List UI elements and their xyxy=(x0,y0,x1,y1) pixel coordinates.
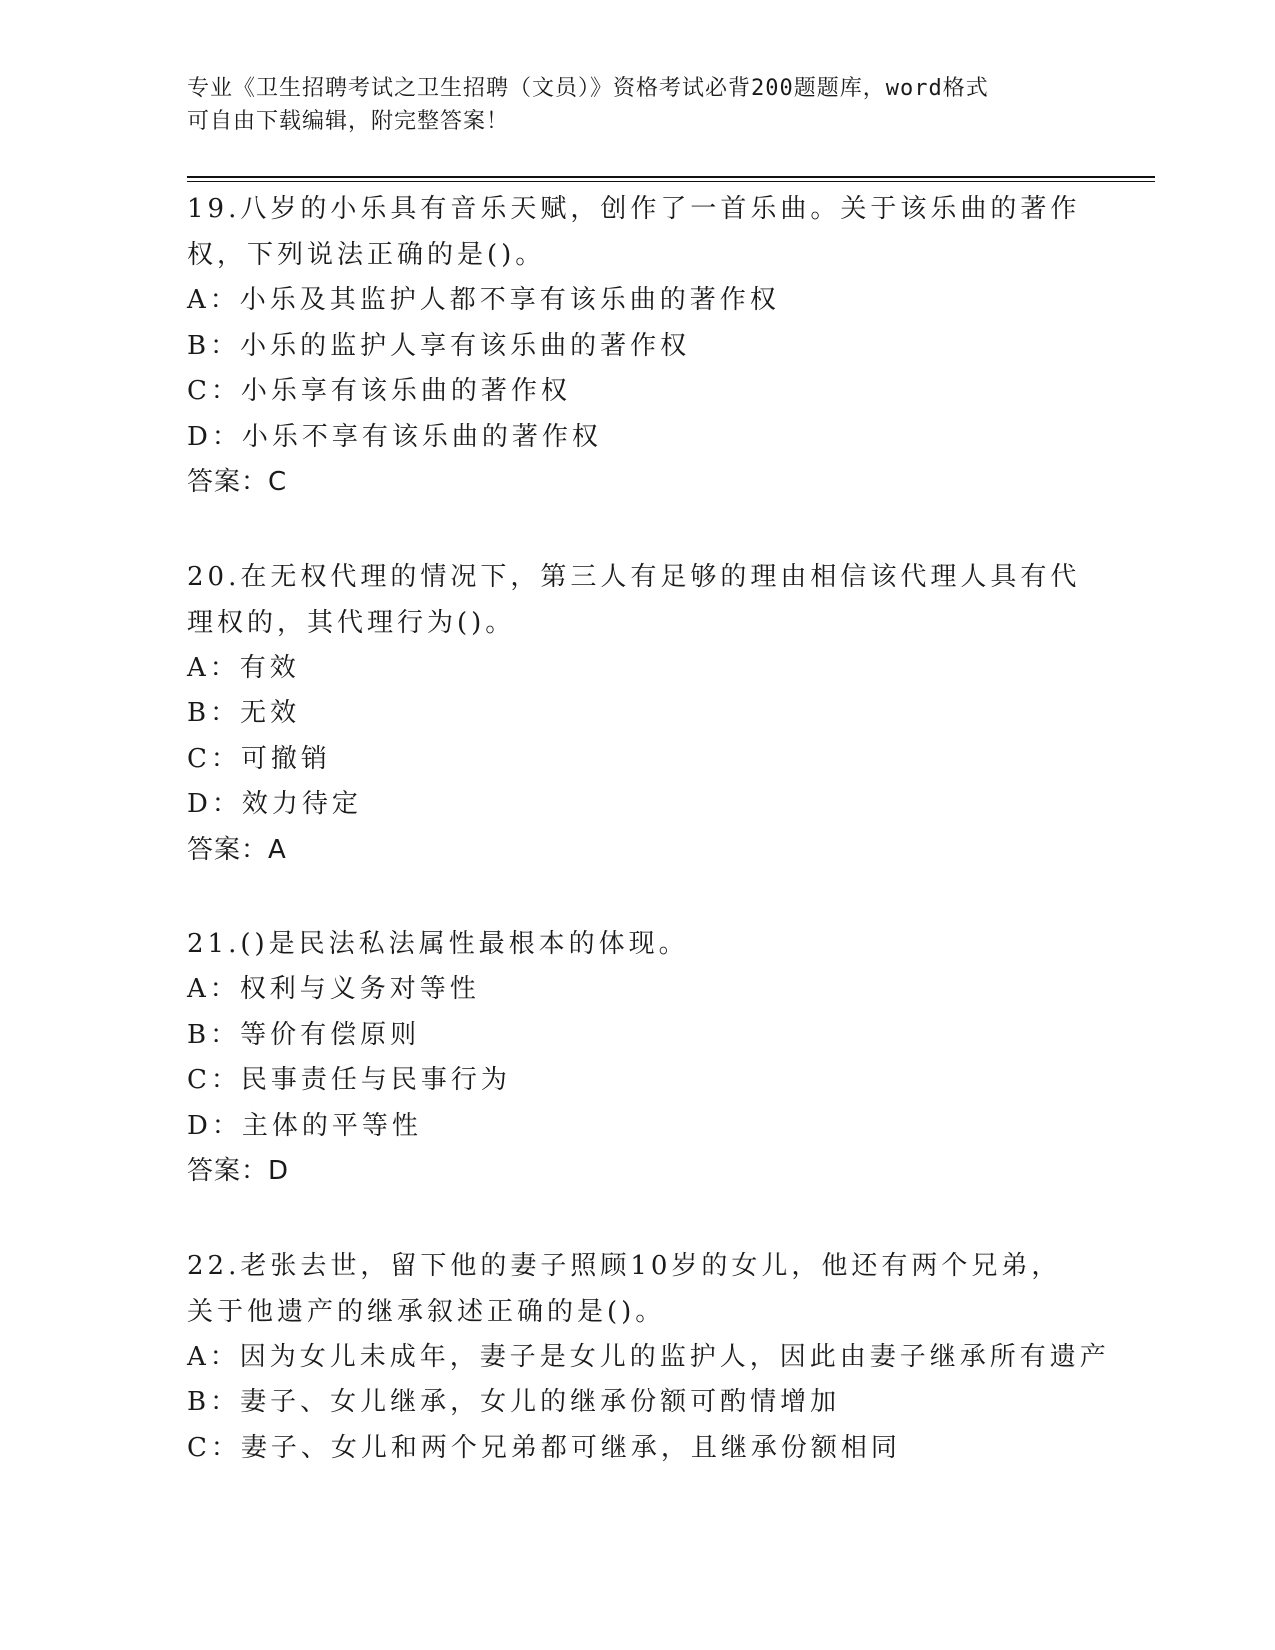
option-a: A：权利与义务对等性 xyxy=(187,974,480,1004)
header-divider-thin xyxy=(187,181,1155,182)
question-19 xyxy=(187,186,1087,506)
question-list xyxy=(187,186,1110,1519)
question-stem: 20.在无权代理的情况下，第三人有足够的理由相信该代理人具有代理权的，其代理行为()。 xyxy=(187,561,1081,638)
option-c: C：妻子、女儿和两个兄弟都可继承，且继承份额相同 xyxy=(187,1432,901,1463)
answer-label: 答案：C xyxy=(187,467,288,497)
document-header xyxy=(187,72,1087,138)
option-a: A：有效 xyxy=(187,652,300,683)
answer-label: 答案：D xyxy=(187,1156,290,1186)
option-b: B：小乐的监护人享有该乐曲的著作权 xyxy=(187,330,691,361)
question-20 xyxy=(187,554,1087,874)
option-a: A：小乐及其监护人都不享有该乐曲的著作权 xyxy=(187,285,780,315)
option-d: D：效力待定 xyxy=(187,789,362,819)
answer-label: 答案：A xyxy=(187,834,287,865)
question-stem: 22.老张去世，留下他的妻子照顾10岁的女儿，他还有两个兄弟，关于他遗产的继承叙述正确的是()。 xyxy=(187,1250,1062,1327)
question-stem: 19.八岁的小乐具有音乐天赋，创作了一首乐曲。关于该乐曲的著作权，下列说法正确的是()。 xyxy=(187,194,1081,270)
header-line-1: 专业《卫生招聘考试之卫生招聘（文员）》资格考试必背200题题库，word格式 xyxy=(187,76,989,101)
question-stem: 21.()是民法私法属性最根本的体现。 xyxy=(187,929,689,959)
option-d: D：主体的平等性 xyxy=(187,1110,422,1141)
option-b: B：无效 xyxy=(187,698,301,728)
option-c: C：小乐享有该乐曲的著作权 xyxy=(187,376,571,406)
option-c: C：可撤销 xyxy=(187,743,331,774)
option-b: B：妻子、女儿继承，女儿的继承份额可酌情增加 xyxy=(187,1387,841,1417)
header-line-2: 可自由下载编辑，附完整答案！ xyxy=(187,109,510,134)
option-c: C：民事责任与民事行为 xyxy=(187,1065,511,1095)
question-21 xyxy=(187,921,1087,1195)
option-b: B：等价有偿原则 xyxy=(187,1019,421,1050)
header-divider-thick xyxy=(187,176,1155,178)
option-a: A：因为女儿未成年，妻子是女儿的监护人，因此由妻子继承所有遗产 xyxy=(187,1341,1110,1372)
option-d: D：小乐不享有该乐曲的著作权 xyxy=(187,421,602,452)
question-22 xyxy=(187,1243,1110,1472)
